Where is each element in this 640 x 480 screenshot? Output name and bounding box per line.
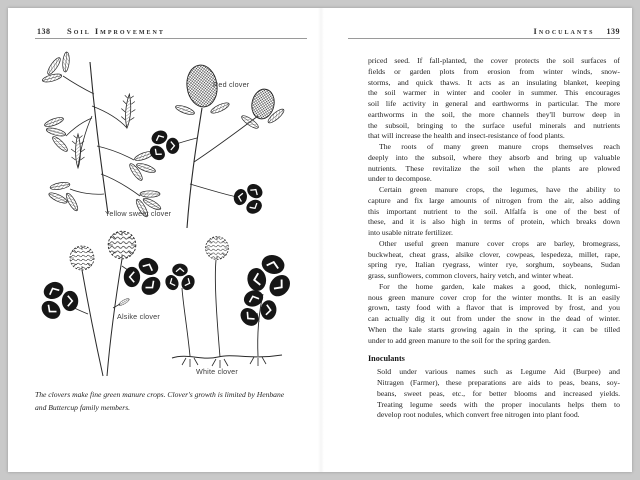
text-line: soil life activity in general and earthworms in particular. The more <box>368 99 620 108</box>
left-page-number: 138 <box>37 27 51 36</box>
text-line: spring rye, Italian ryegrass, winter rye, sorghum, soybeans, Sudan <box>368 260 620 270</box>
alsike-clover-drawing <box>31 231 172 376</box>
white-clover-drawing <box>163 237 290 368</box>
text-line: grass, sunflowers, common clovers, hairy vetch, and winter wheat. <box>368 271 574 280</box>
figure-caption-line: and Buttercup family members. <box>35 403 131 412</box>
label-red-clover: Red clover <box>213 80 250 89</box>
text-line: grown, tasty food with a flavor that is improved by frost, and you <box>368 303 620 313</box>
right-header-rule <box>348 38 620 39</box>
body-text <box>368 56 620 421</box>
text-line: capture and fix large amounts of nitrogen from the air, also adding <box>368 195 620 205</box>
section-body-inoculants <box>377 367 620 421</box>
right-running-head <box>348 26 620 36</box>
label-white-clover: White clover <box>196 367 238 376</box>
text-line: For the home garden, kale makes a good, thick, nonlegumi- <box>379 281 620 291</box>
text-line: buckwheat, cheat grass, alsike clover, cowpeas, lespedeza, millet, rape, <box>368 249 620 259</box>
text-line: this important nutrient to the soil. Alfalfa is one of the best of <box>368 206 620 216</box>
text-line: fields or garden plots from erosion from winter winds, snow- <box>368 66 620 76</box>
left-header-rule <box>35 38 307 39</box>
text-line: Other useful green manure cover crops are barley, bromegrass, <box>379 238 620 248</box>
right-page-number: 139 <box>606 27 620 36</box>
text-line: priced seed. If fall-planted, the cover protects the soil surfaces of <box>368 56 620 65</box>
yellow-sweet-clover-drawing <box>42 52 163 219</box>
text-line: into usable nitrate fertilizer. <box>368 228 453 237</box>
text-line: beans, sweet peas, etc., for better blooms and increased yields. <box>377 388 620 398</box>
section-heading-inoculants: Inoculants <box>368 354 405 364</box>
text-line: deeply into the subsoil, where they absorb and bring up valuable <box>368 152 620 162</box>
text-line: nutrients. These revitalize the soil when the plants are plowed <box>368 163 620 173</box>
left-running-head <box>37 26 165 36</box>
text-line: Nitragen (Farmer), these preparations are aids to peas, beans, soy- <box>377 378 620 387</box>
text-line: Certain green manure crops, the legumes, have the ability to <box>379 185 620 194</box>
label-alsike-clover: Alsike clover <box>117 312 160 321</box>
text-line: Sold under various names such as Legume Aid (Burpee) and <box>377 367 620 377</box>
text-line: these, and it is also high in terms of protein, which breaks down <box>368 217 620 227</box>
text-line: When the kale starts growing again in the spring, it can be tilled <box>368 324 620 334</box>
right-running-head-title: Inoculants <box>533 26 595 36</box>
text-line: under to add green manure to the soil for the spring garden. <box>368 335 551 345</box>
figure-caption-line: The clovers make fine green manure crops. Clover's growth is limited by Henbane <box>35 390 285 399</box>
text-line: under to decompose. <box>368 174 432 184</box>
text-line: develop root nodules, which convert free nitrogen into plant food. <box>377 410 580 420</box>
text-line: can actually dig it out from under the snow in the dead of winter. <box>368 314 620 323</box>
text-line: The roots of many green manure crops themselves reach <box>379 142 620 151</box>
text-line: nous green manure cover crop for the winter months. It is an easily <box>368 292 620 302</box>
text-line: storms, and quick thaws. It acts as an insulating blanket, keeping <box>368 77 620 87</box>
clover-botanical-illustration <box>30 46 290 391</box>
text-line: that will increase the health and insect-resistance of food plants. <box>368 131 565 141</box>
text-line: Treating legume seeds with the proper inoculants helps them to <box>377 399 620 409</box>
figure-caption <box>35 388 320 414</box>
left-running-head-title: Soil Improvement <box>67 26 165 36</box>
text-line: earthworms in the soil, the more channels they'll burrow deep in <box>368 109 620 119</box>
text-line: the soil warmer in winter and cooler in summer. This encourages <box>368 88 620 98</box>
text-line: the subsoil, bringing to the surface useful minerals and nutrients <box>368 120 620 130</box>
label-yellow-sweet-clover: Yellow sweet clover <box>105 209 172 218</box>
